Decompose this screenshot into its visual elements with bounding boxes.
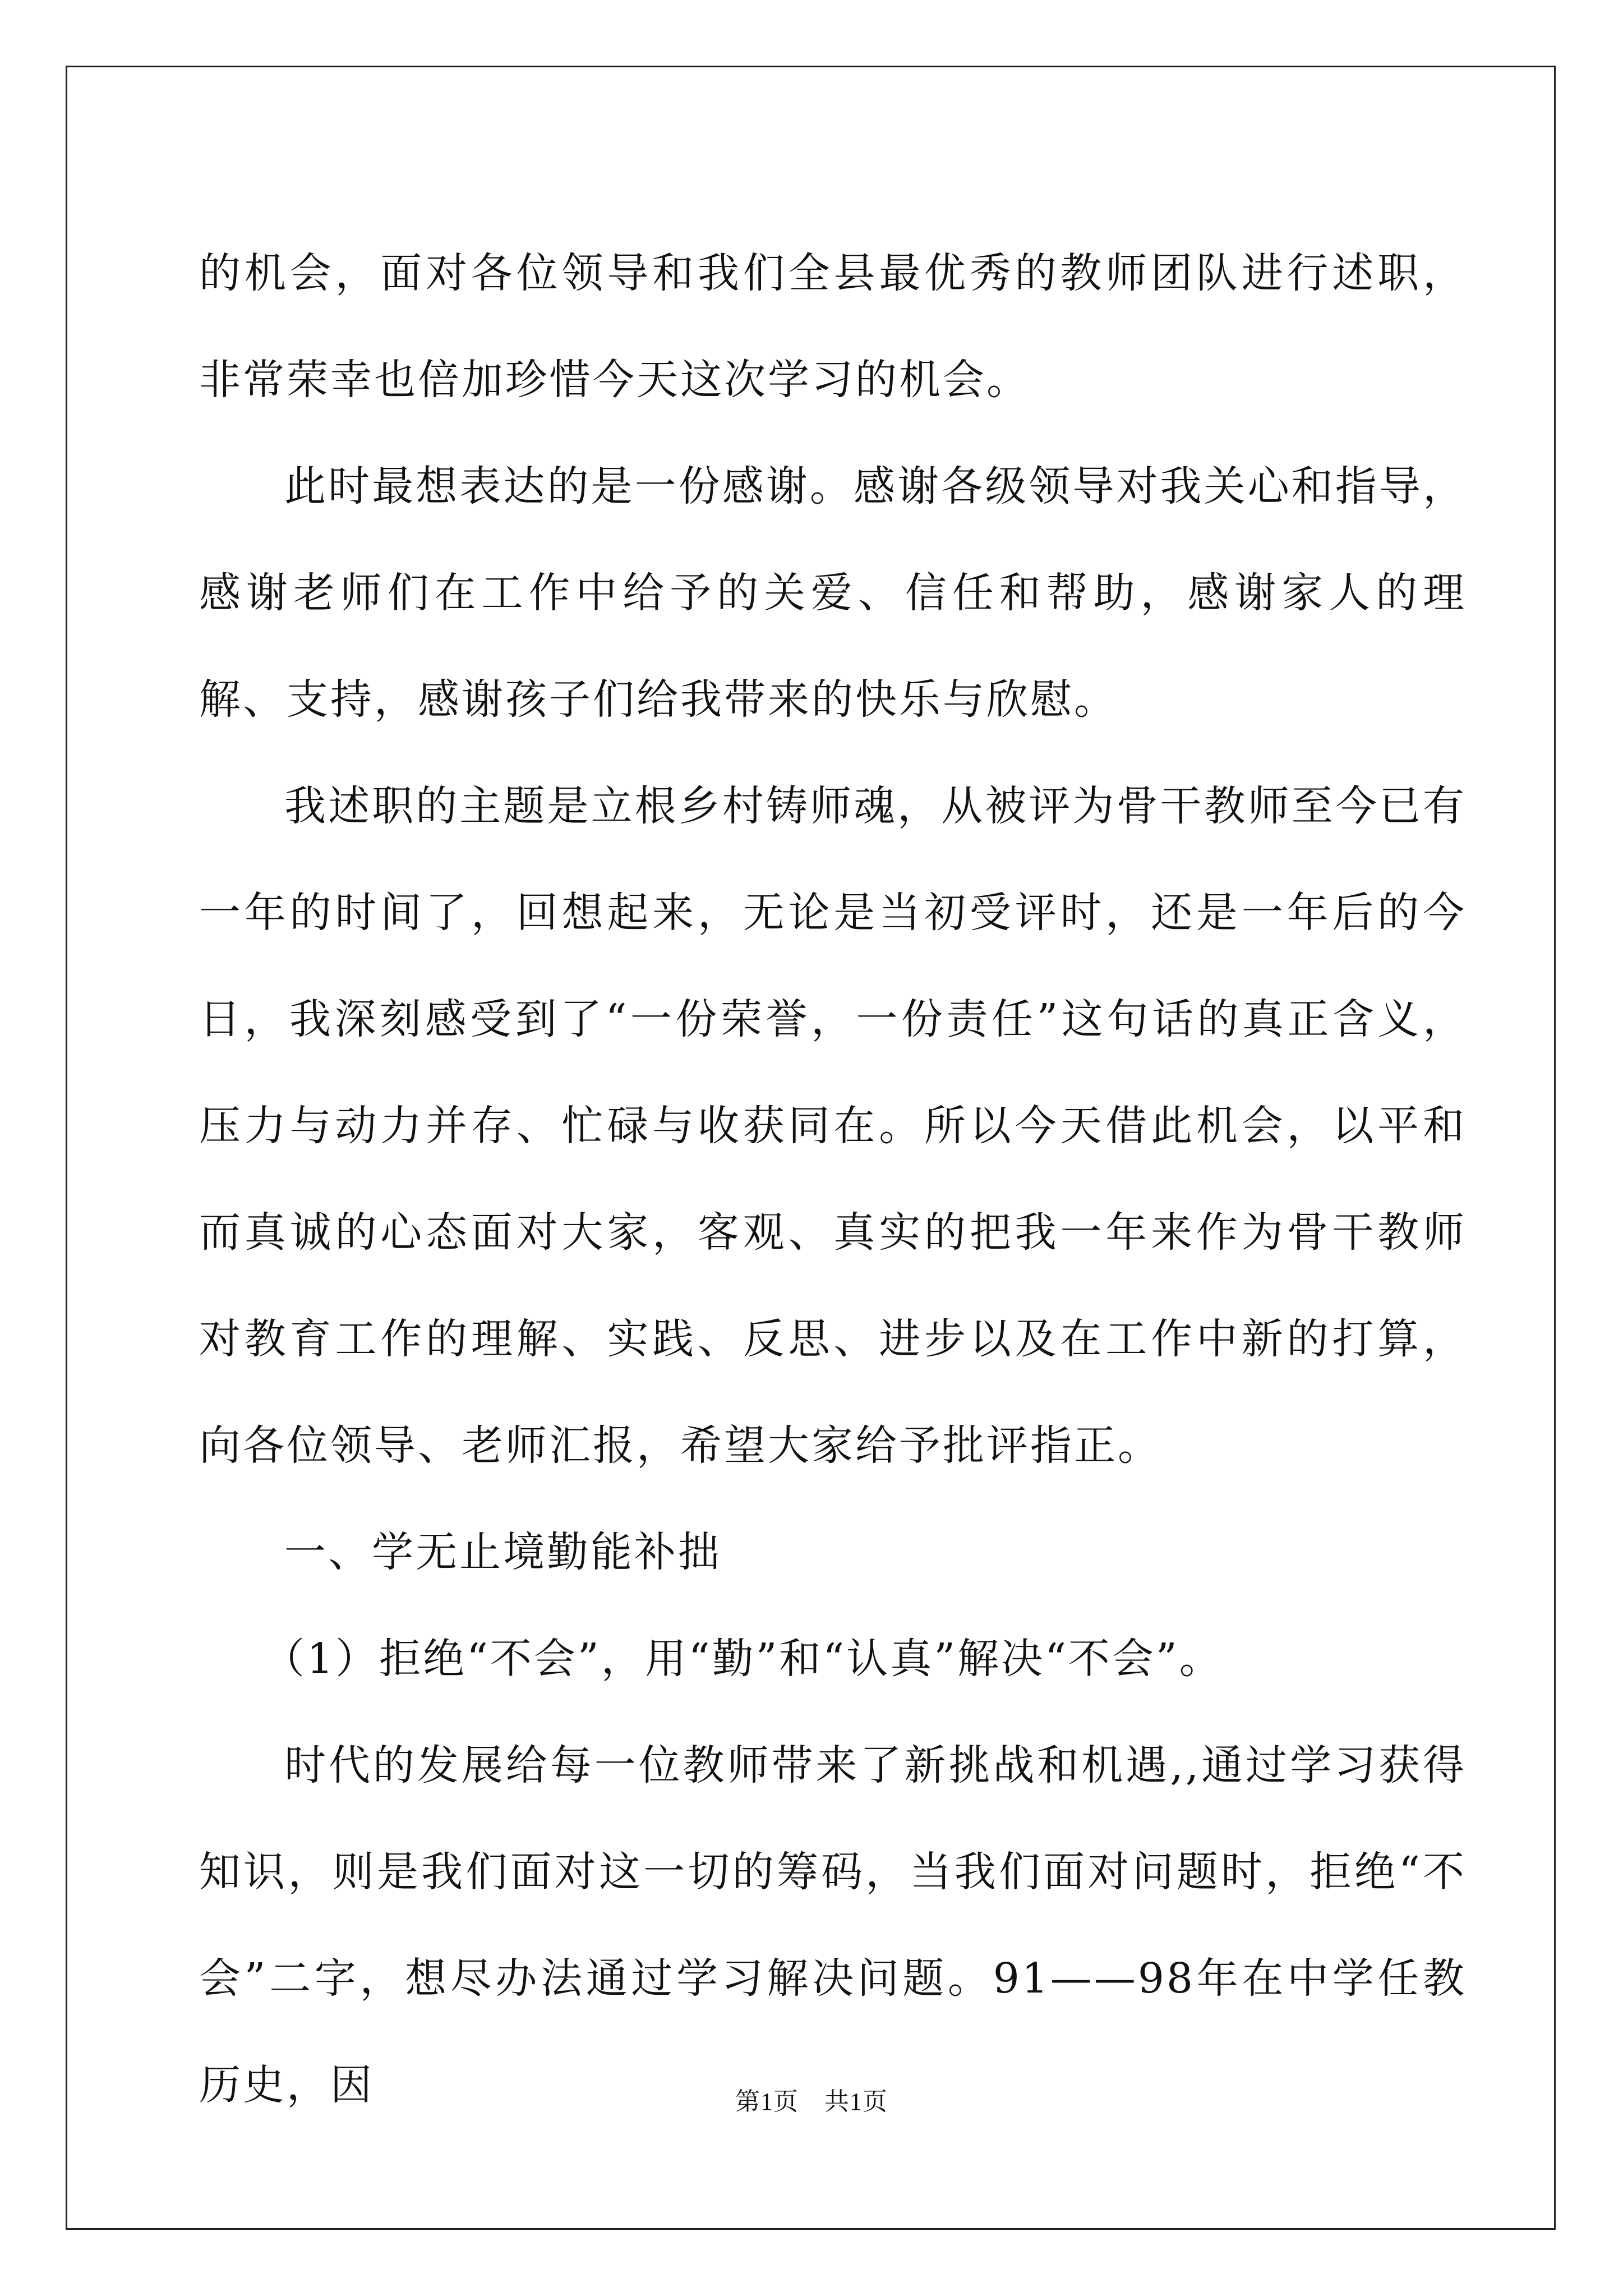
document-body (199, 220, 1467, 2138)
subsection-heading: （1）拒绝“不会”，用“勤”和“认真”解决“不会”。 (263, 1635, 1223, 1683)
page-footer (0, 2081, 1623, 2117)
paragraph-theme: 我述职的主题是立根乡村铸师魂，从被评为骨干教师至今已有一年的时间了，回想起来，无论是当初受评时，还是一年后的今日，我深刻感受到了“一份荣誉，一份责任”这句话的真正含义，压力与动力并存、忙碌与收获同在。所以今天借此机会，以平和而真诚的心态面对大家，客观、真实的把我一年来作为骨干教师对教育工作的理解、实践、反思、进步以及在工作中新的打算，向各位领导、老师汇报，希望大家给予批评指正。 (199, 782, 1467, 1470)
section-heading: 一、学无止境勤能补拙 (284, 1528, 722, 1576)
paragraph-learning: 时代的发展给每一位教师带来了新挑战和机遇,,通过学习获得知识，则是我们面对这一切的筹码，当我们面对问题时，拒绝“不会”二字，想尽办法通过学习解决问题。91——98年在中学任教历史，因 (199, 1741, 1467, 2109)
paragraph-intro-continuation: 的机会，面对各位领导和我们全县最优秀的教师团队进行述职，非常荣幸也倍加珍惜今天这次学习的机会。 (199, 249, 1467, 404)
page-number: 第1页 (735, 2088, 799, 2115)
page-total: 共1页 (824, 2088, 888, 2115)
paragraph-gratitude: 此时最想表达的是一份感谢。感谢各级领导对我关心和指导，感谢老师们在工作中给予的关爱、信任和帮助，感谢家人的理解、支持，感谢孩子们给我带来的快乐与欣慰。 (199, 462, 1467, 724)
